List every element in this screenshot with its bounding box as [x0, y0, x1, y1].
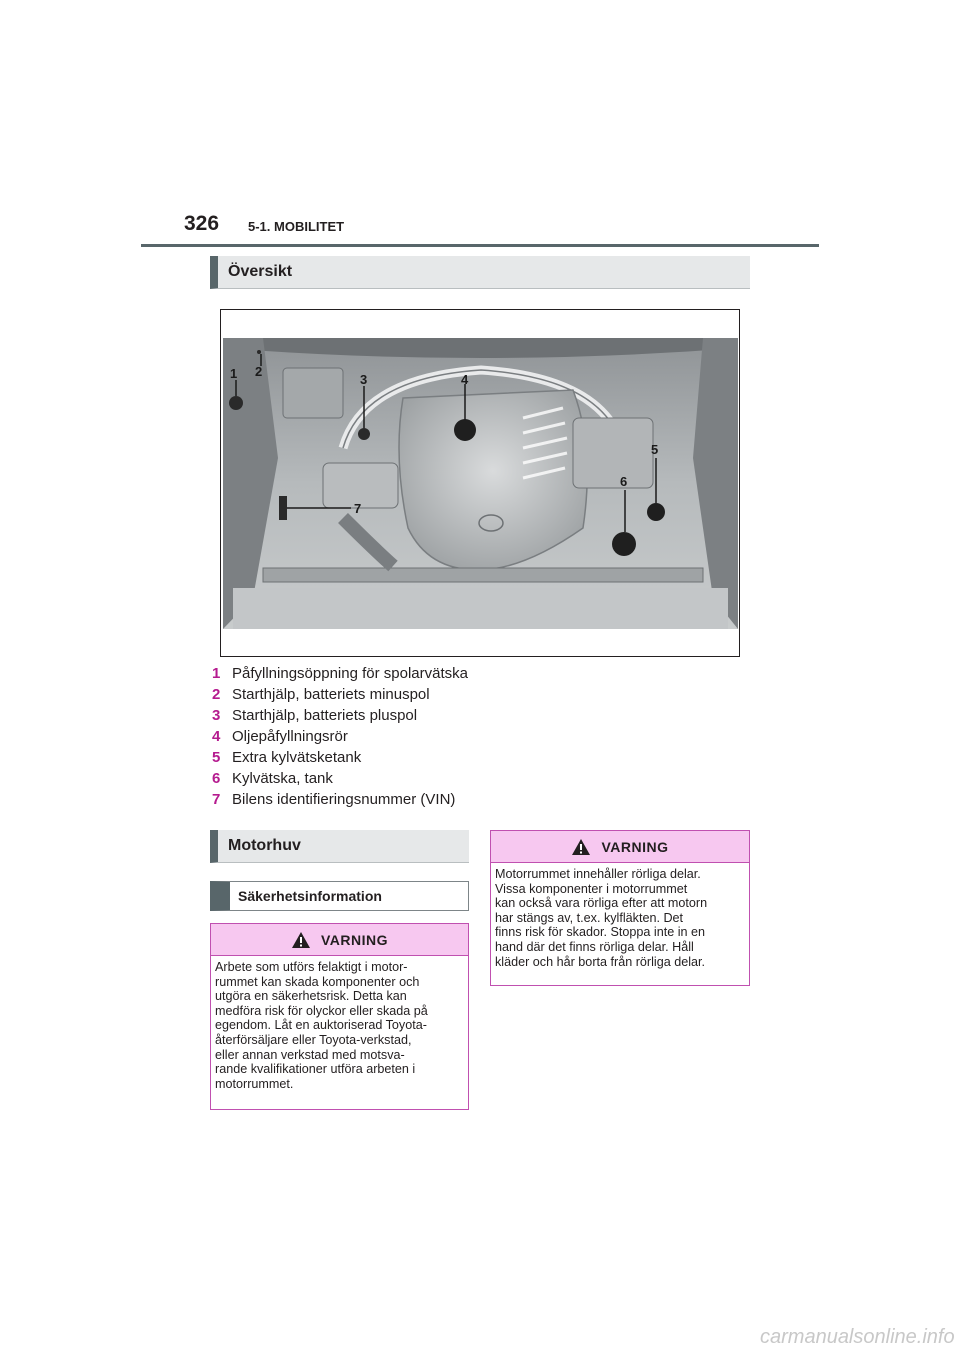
warning-line: medföra risk för olyckor eller skada på	[215, 1003, 428, 1018]
warning-line: finns risk för skador. Stoppa inte in en	[495, 925, 706, 940]
safety-info-heading	[210, 881, 469, 911]
overview-heading	[210, 256, 750, 289]
watermark: carmanualsonline.info	[760, 1326, 955, 1348]
legend-item	[212, 789, 532, 810]
warning-header	[211, 924, 468, 956]
coolant-reservoir-area	[573, 418, 653, 488]
legend-item	[212, 663, 532, 684]
callout-6: 6	[620, 474, 628, 489]
warning-line: eller annan verkstad med motsva-	[215, 1047, 405, 1062]
callout-7: 7	[354, 501, 362, 516]
positive-terminal	[358, 428, 370, 440]
hood-heading-text: Motorhuv	[228, 837, 301, 854]
header-rule	[141, 244, 819, 247]
warning-text	[211, 956, 468, 1091]
legend-item	[212, 747, 532, 768]
legend-text: Starthjälp, batteriets minuspol	[232, 686, 430, 703]
warning-triangle-icon	[571, 838, 591, 856]
legend-item	[212, 684, 532, 705]
warning-line: kan också vara rörliga efter att motorn	[495, 896, 708, 911]
hood-heading	[210, 830, 469, 863]
page-number: 326	[184, 212, 220, 235]
engine-cover	[399, 390, 587, 570]
legend-text: Oljepåfyllningsrör	[232, 728, 348, 745]
engine-bay-illustration	[223, 338, 738, 629]
fuse-box	[283, 368, 343, 418]
legend-text: Extra kylvätsketank	[232, 749, 362, 766]
callout-1: 1	[230, 366, 238, 381]
warning-line: rande kvalifikationer utföra arbeten i	[215, 1062, 416, 1077]
overview-heading-text: Översikt	[228, 263, 293, 280]
warning-line: Vissa komponenter i motorrummet	[495, 881, 688, 896]
legend-text: Påfyllningsöppning för spolarvätska	[232, 665, 468, 682]
washer-fluid-cap	[229, 396, 243, 410]
callout-5: 5	[651, 442, 659, 457]
warning-title: VARNING	[320, 931, 389, 948]
warning-line: utgöra en säkerhetsrisk. Detta kan	[215, 989, 407, 1004]
oil-filler-cap	[454, 419, 476, 441]
warning-title: VARNING	[601, 838, 669, 855]
legend-number: 2	[212, 686, 221, 703]
warning-triangle-icon	[291, 931, 311, 949]
legend-number: 1	[212, 665, 221, 682]
callout-3: 3	[360, 372, 368, 387]
safety-info-heading-text: Säkerhetsinformation	[238, 888, 382, 904]
warning-box-right	[490, 830, 750, 986]
legend-number: 5	[212, 749, 221, 766]
warning-line: återförsäljare eller Toyota-verkstad,	[215, 1032, 412, 1047]
vin-plate	[279, 496, 287, 520]
callout-2: 2	[255, 364, 263, 379]
legend-number: 6	[212, 770, 221, 787]
extra-coolant-tank-cap	[647, 503, 665, 521]
legend-text: Bilens identifieringsnummer (VIN)	[232, 791, 456, 808]
warning-line: Arbete som utförs felaktigt i motor-	[215, 960, 408, 974]
legend-text: Kylvätska, tank	[232, 770, 333, 787]
section-label: 5-1. MOBILITET	[248, 219, 345, 234]
callout-4: 4	[461, 372, 469, 387]
legend-text: Starthjälp, batteriets pluspol	[232, 707, 418, 724]
legend-item	[212, 705, 532, 726]
component-legend	[212, 663, 532, 810]
warning-box-left	[210, 923, 469, 1110]
warning-line: rummet kan skada komponenter och	[215, 974, 420, 989]
coolant-tank-cap	[612, 532, 636, 556]
legend-number: 3	[212, 707, 221, 724]
warning-line: egendom. Låt en auktoriserad Toyota-	[215, 1018, 427, 1033]
radiator-support	[263, 568, 703, 582]
warning-line: hand där det finns rörliga delar. Håll	[495, 939, 694, 954]
warning-text	[491, 863, 749, 969]
negative-terminal	[257, 350, 261, 354]
warning-line: kläder och hår borta från rörliga delar.	[495, 954, 706, 969]
warning-line: har stängs av, t.ex. kylfläkten. Det	[495, 910, 684, 925]
legend-number: 7	[212, 791, 221, 808]
legend-item	[212, 726, 532, 747]
front-bumper-area	[233, 588, 728, 629]
warning-line: motorrummet.	[215, 1076, 294, 1091]
legend-number: 4	[212, 728, 221, 745]
legend-item	[212, 768, 532, 789]
warning-header	[491, 831, 749, 863]
warning-line: Motorrummet innehåller rörliga delar.	[495, 867, 701, 881]
